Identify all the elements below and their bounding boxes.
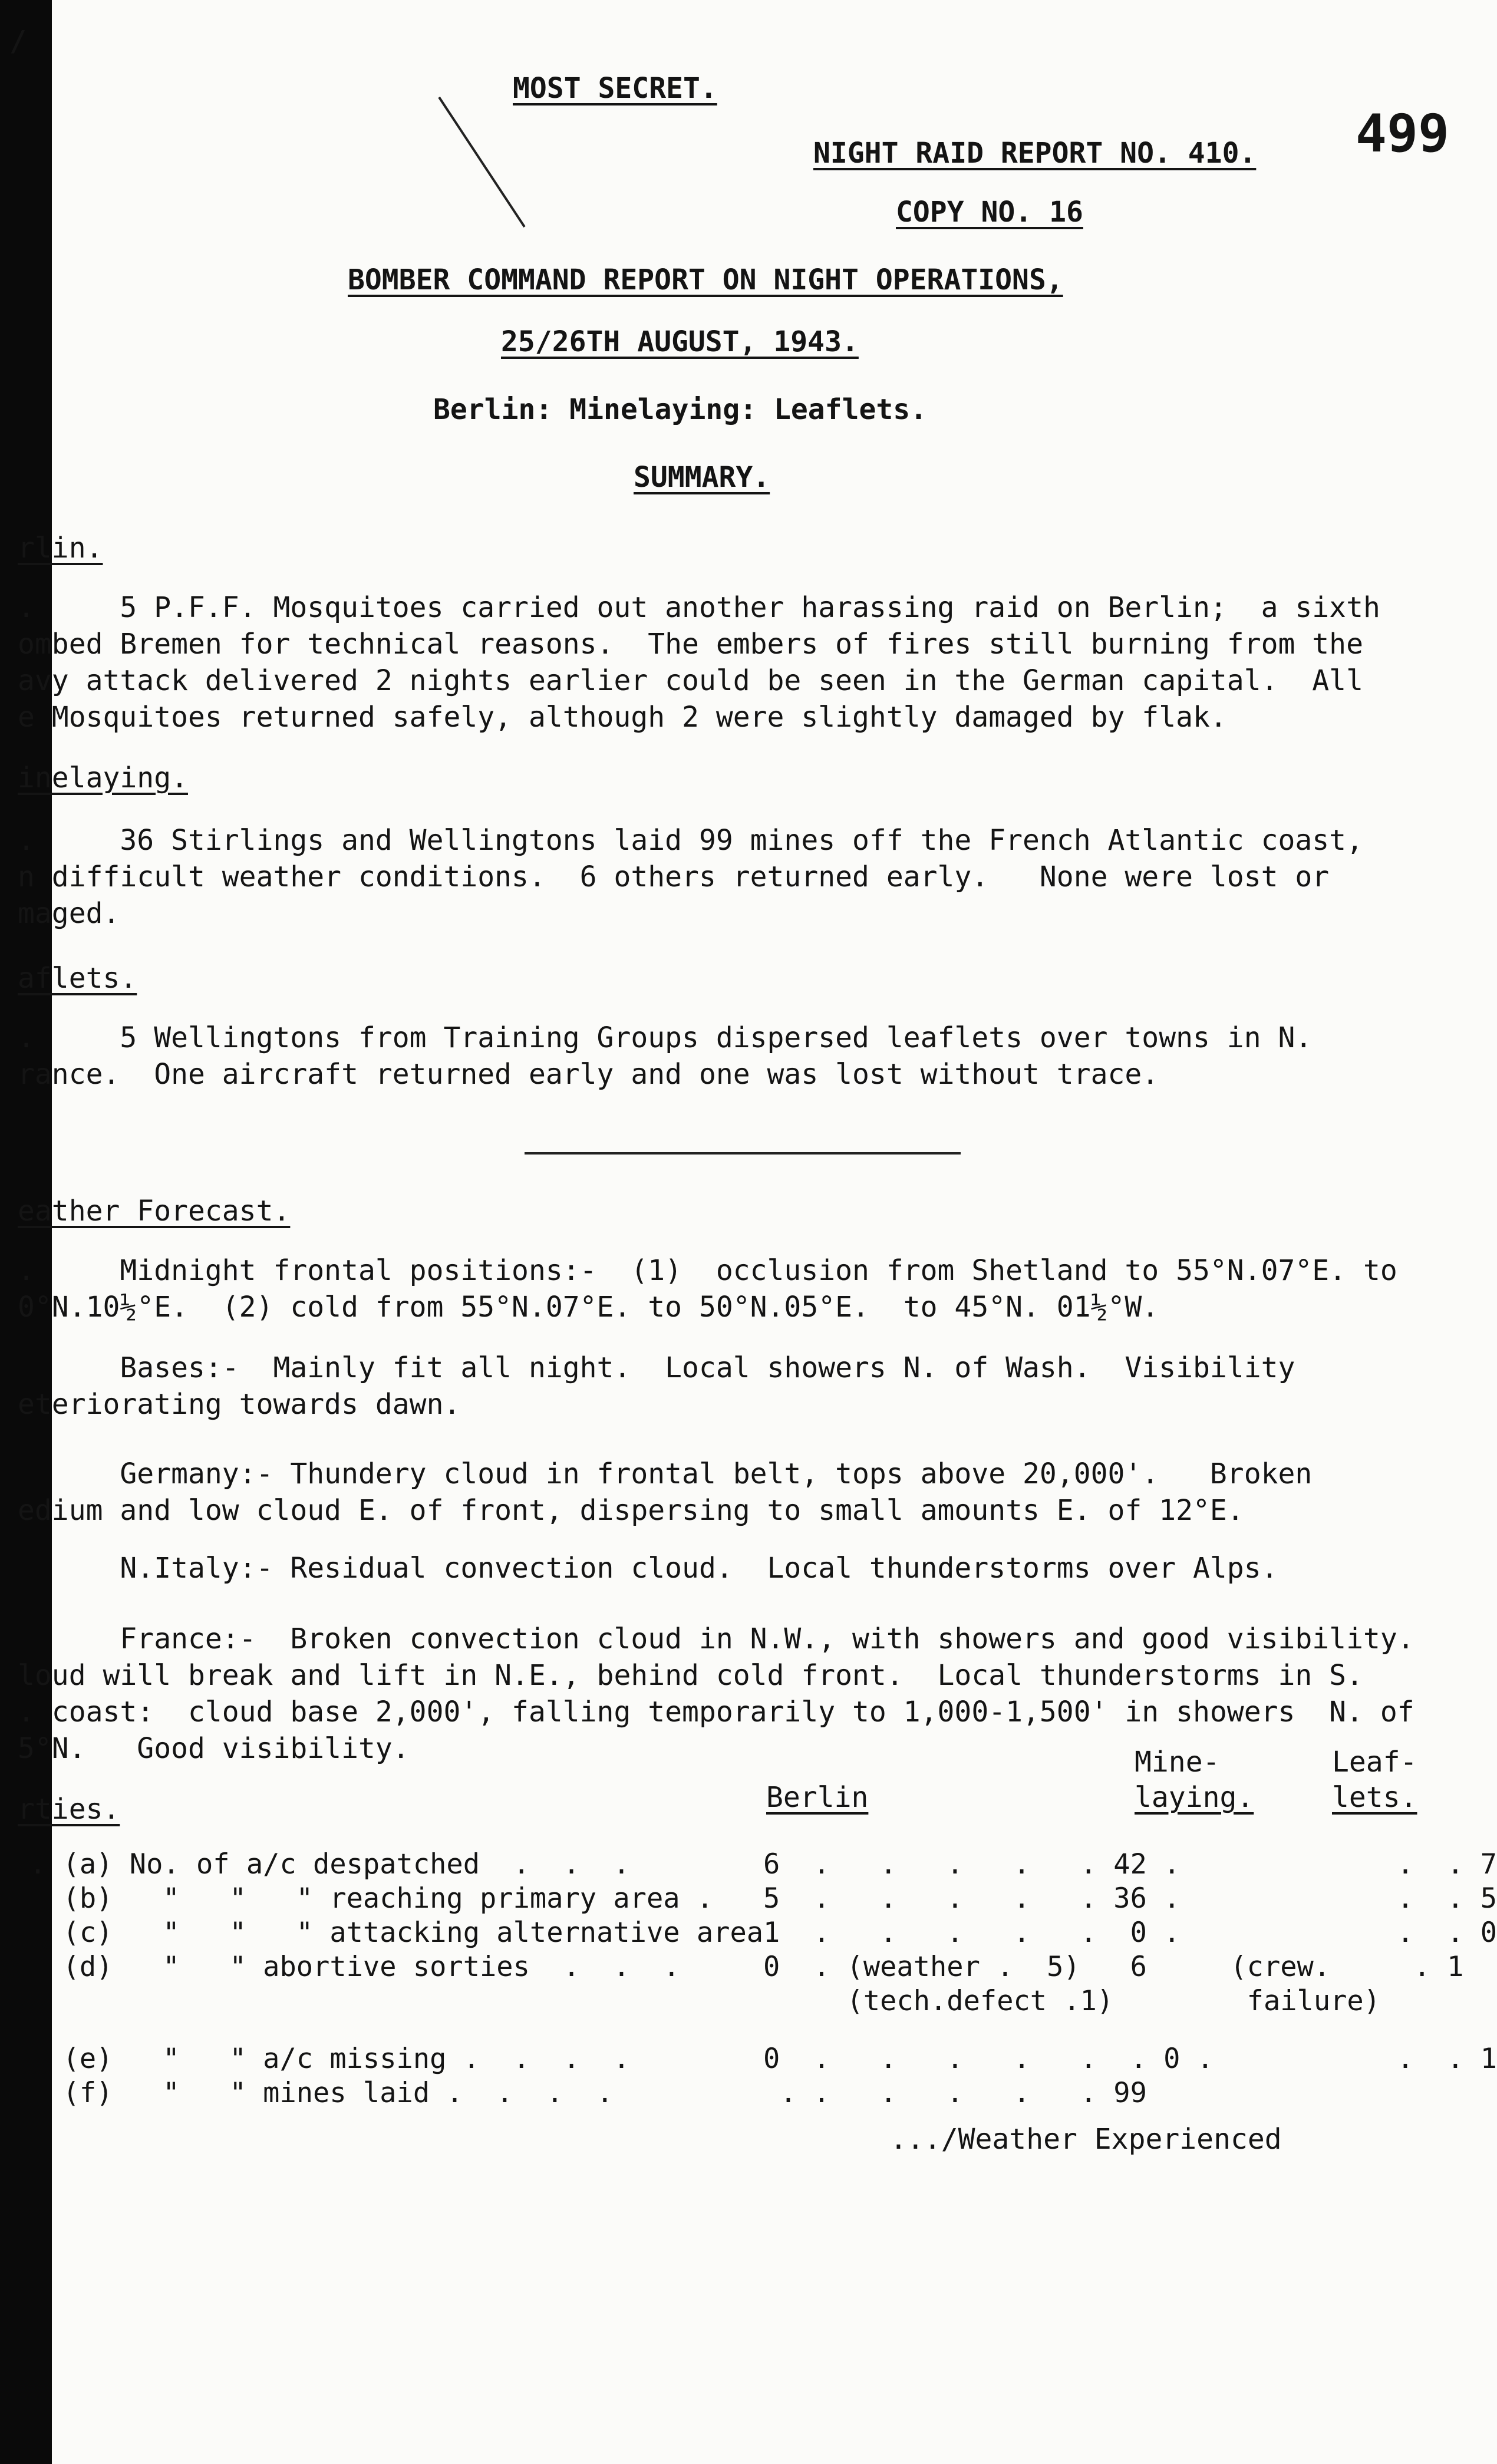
report-date: 25/26TH AUGUST, 1943. — [501, 325, 859, 358]
berlin-value: 5 — [763, 1882, 780, 1915]
report-number: NIGHT RAID REPORT NO. 410. — [813, 137, 1257, 170]
leaflets-value — [1380, 2076, 1497, 2110]
berlin-note: . . . . . — [796, 1848, 1097, 1881]
text-line: n difficult weather conditions. 6 others returned early. None were lost or — [18, 860, 1330, 893]
section-heading-berlin: rlin. — [18, 532, 103, 565]
text-line: loud will break and lift in N.E., behind cold front. Local thunderstorms in S. — [18, 1659, 1363, 1692]
leaflets-value — [1380, 1984, 1497, 2018]
column-header-leaflets-line2: lets. — [1332, 1781, 1417, 1814]
table-row — [29, 1848, 1497, 1882]
berlin-value — [763, 1984, 797, 2018]
berlin-note: . . . . . — [796, 1882, 1097, 1915]
row-label: . (a) No. of a/c despatched . . . — [29, 1848, 630, 1881]
leaflets-value: . . 0 — [1380, 1917, 1497, 1949]
table-row — [29, 1950, 1497, 1984]
section-heading-minelaying: inelaying. — [18, 761, 188, 794]
berlin-note: . (weather . 5) — [796, 1951, 1080, 1983]
section-divider — [525, 1152, 961, 1155]
leaflets-value: . . 5 — [1380, 1882, 1497, 1915]
text-line: N.Italy:- Residual convection cloud. Local thunderstorms over Alps. — [18, 1552, 1278, 1585]
text-line: ombed Bremen for technical reasons. The embers of fires still burning from the — [18, 628, 1363, 661]
berlin-note: . . . . . — [796, 2043, 1097, 2075]
leaflets-paragraph — [18, 1020, 1312, 1093]
section-heading-weather: eather Forecast. — [18, 1195, 291, 1228]
table-row — [29, 1916, 1497, 1950]
minelaying-value: 6 — [1113, 1951, 1147, 1983]
weather-germany-paragraph — [18, 1456, 1312, 1529]
minelaying-value: . 0 . — [1113, 2043, 1214, 2075]
minelaying-note: failure) — [1214, 1985, 1381, 2017]
diagonal-stroke — [436, 94, 589, 230]
classification-label: MOST SECRET. — [513, 72, 717, 105]
report-subject: Berlin: Minelaying: Leaflets. — [433, 393, 928, 426]
minelaying-note: (crew. — [1214, 1951, 1331, 1983]
text-line: . 5 Wellingtons from Training Groups dispersed leaflets over towns in N. — [18, 1021, 1313, 1054]
minelaying-note — [1214, 1916, 1380, 1950]
text-line: edium and low cloud E. of front, dispersing to small amounts E. of 12°E. — [18, 1494, 1244, 1527]
leaflets-value: . 1 — [1380, 1951, 1464, 1983]
text-line: . 5 P.F.F. Mosquitoes carried out another harassing raid on Berlin; a sixth — [18, 591, 1380, 624]
minelaying-note — [1214, 2076, 1380, 2110]
copy-number: COPY NO. 16 — [896, 196, 1083, 229]
row-label: (c) " " " attacking alternative area — [29, 1917, 764, 1949]
minelaying-note — [1214, 2018, 1380, 2076]
berlin-value: 0 — [763, 1951, 780, 1983]
section-heading-leaflets: aflets. — [18, 962, 137, 995]
row-label — [29, 1984, 763, 2018]
text-line: eteriorating towards dawn. — [18, 1388, 461, 1421]
text-line: rance. One aircraft returned early and one was lost without trace. — [18, 1058, 1159, 1091]
text-line: avy attack delivered 2 nights earlier could be seen in the German capital. All — [18, 664, 1363, 697]
text-line: Germany:- Thundery cloud in frontal belt, tops above 20,000'. Broken — [18, 1457, 1313, 1490]
text-line: e Mosquitoes returned safely, although 2 were slightly damaged by flak. — [18, 701, 1227, 734]
report-title: BOMBER COMMAND REPORT ON NIGHT OPERATIONS, — [348, 263, 1063, 296]
minelaying-value: 0 . — [1113, 1917, 1181, 1949]
continuation-note: .../Weather Experienced — [890, 2123, 1282, 2156]
text-line: France:- Broken convection cloud in N.W., with showers and good visibility. — [18, 1622, 1414, 1655]
berlin-value: . — [763, 2077, 797, 2109]
weather-frontal-paragraph — [18, 1252, 1397, 1325]
berlin-note: (tech.defect .1) — [796, 1985, 1114, 2017]
minelaying-note — [1214, 1882, 1380, 1916]
summary-heading: SUMMARY. — [634, 461, 770, 494]
text-line: 5°N. Good visibility. — [18, 1732, 410, 1765]
column-header-minelaying-line1: Mine- — [1135, 1746, 1220, 1779]
minelaying-paragraph — [18, 822, 1363, 932]
text-line: . Midnight frontal positions:- (1) occlusion from Shetland to 55°N.07°E. to — [18, 1254, 1397, 1287]
table-row — [29, 2076, 1497, 2110]
berlin-note: . . . . . — [796, 2077, 1097, 2109]
minelaying-value: 42 . — [1113, 1848, 1181, 1881]
minelaying-value: 99 — [1113, 2077, 1147, 2109]
weather-bases-paragraph — [18, 1350, 1295, 1423]
row-label: (b) " " " reaching primary area . — [29, 1882, 714, 1915]
column-header-berlin: Berlin — [766, 1781, 869, 1814]
weather-italy-paragraph — [18, 1550, 1278, 1586]
berlin-value: 0 — [763, 2043, 780, 2075]
text-line: 0°N.10½°E. (2) cold from 55°N.07°E. to 50°N.05°E. to 45°N. 01½°W. — [18, 1291, 1159, 1324]
text-line: maged. — [18, 897, 120, 930]
table-row — [29, 1984, 1497, 2018]
row-label: (f) " " mines laid . . . . — [29, 2077, 614, 2109]
row-label: (d) " " abortive sorties . . . — [29, 1951, 680, 1983]
text-line: Bases:- Mainly fit all night. Local showers N. of Wash. Visibility — [18, 1351, 1295, 1384]
corner-mark: / — [9, 25, 27, 58]
minelaying-value: 36 . — [1113, 1882, 1181, 1915]
berlin-paragraph — [18, 589, 1380, 735]
table-row — [29, 2018, 1497, 2076]
table-row — [29, 1882, 1497, 1916]
text-line: . coast: cloud base 2,000', falling temporarily to 1,000-1,500' in showers N. of — [18, 1696, 1414, 1729]
text-line: . 36 Stirlings and Wellingtons laid 99 mines off the French Atlantic coast, — [18, 824, 1363, 857]
column-header-minelaying-line2: laying. — [1135, 1781, 1254, 1814]
row-label: (e) " " a/c missing . . . . — [29, 2043, 630, 2075]
minelaying-note — [1214, 1848, 1380, 1882]
page-number: 499 — [1356, 103, 1449, 164]
leaflets-value: . . 1 — [1380, 2043, 1497, 2075]
column-header-leaflets-line1: Leaf- — [1332, 1746, 1417, 1779]
minelaying-value — [1113, 1984, 1214, 2018]
leaflets-value: . . 7 — [1380, 1848, 1497, 1881]
section-heading-sorties: rties. — [18, 1793, 120, 1826]
berlin-note: . . . . . — [796, 1917, 1097, 1949]
berlin-value: 1 — [763, 1917, 780, 1949]
sorties-table — [29, 1848, 1497, 2110]
berlin-value: 6 — [763, 1848, 780, 1881]
